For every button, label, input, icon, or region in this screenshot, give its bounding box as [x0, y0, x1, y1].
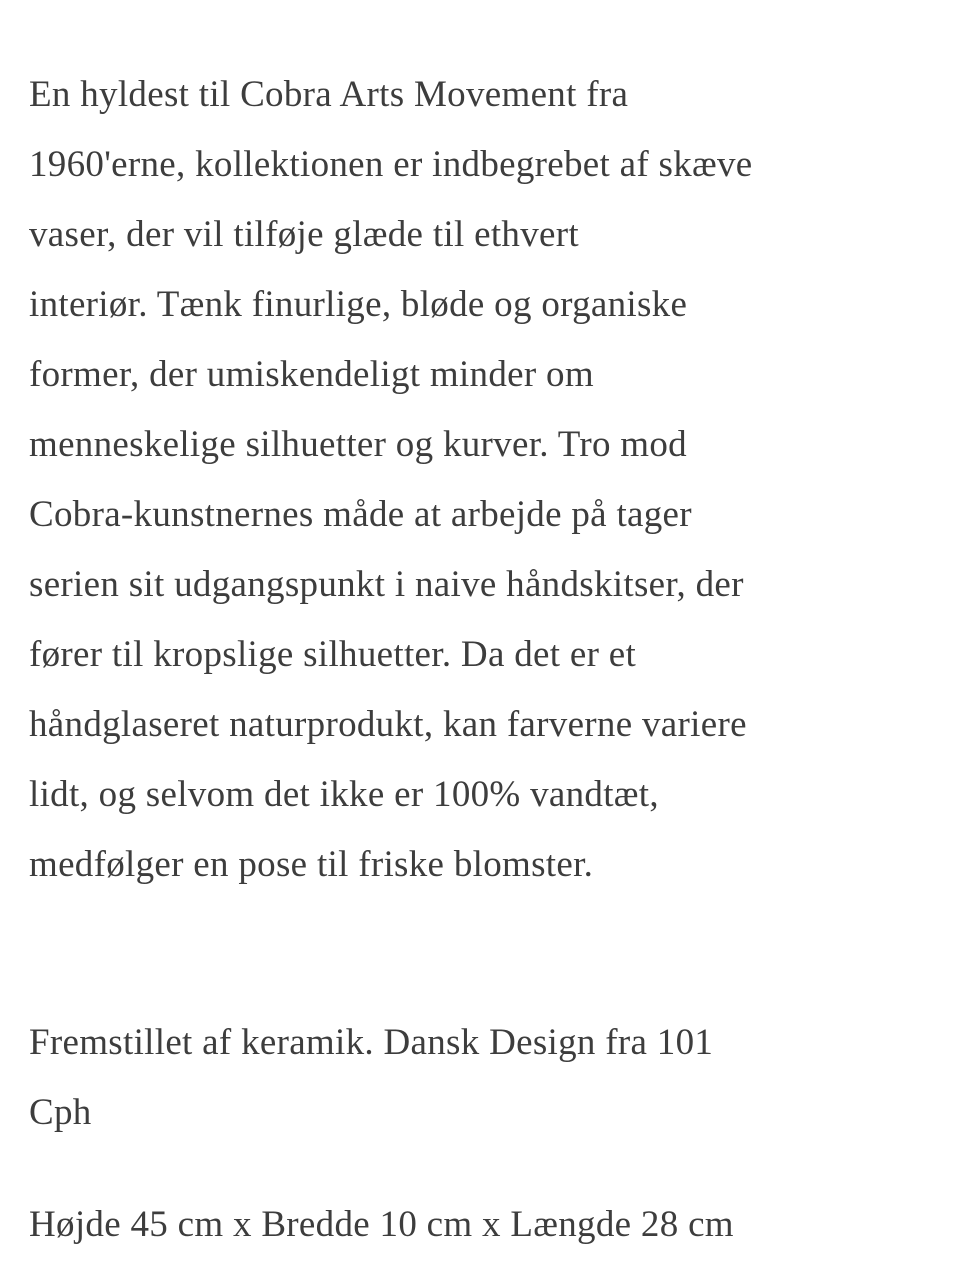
text-line: Cph	[29, 1092, 92, 1133]
text-line: menneskelige silhuetter og kurver. Tro mod	[29, 424, 687, 465]
text-line: håndglaseret naturprodukt, kan farverne variere	[29, 704, 747, 745]
text-line: fører til kropslige silhuetter. Da det er et	[29, 634, 637, 675]
material-origin-paragraph	[29, 1008, 713, 1148]
text-line: vaser, der vil tilføje glæde til ethvert	[29, 214, 579, 255]
text-line: En hyldest til Cobra Arts Movement fra	[29, 74, 629, 115]
text-line: serien sit udgangspunkt i naive håndskitser, der	[29, 564, 744, 605]
text-line: interiør. Tænk finurlige, bløde og organiske	[29, 284, 688, 325]
description-paragraph	[29, 60, 929, 900]
text-line: former, der umiskendeligt minder om	[29, 354, 594, 395]
text-line: Fremstillet af keramik. Dansk Design fra 101	[29, 1022, 714, 1063]
text-line: lidt, og selvom det ikke er 100% vandtæt,	[29, 774, 659, 815]
dimensions-text: Højde 45 cm x Bredde 10 cm x Længde 28 cm	[29, 1204, 734, 1245]
product-description	[29, 60, 929, 1245]
text-line: 1960'erne, kollektionen er indbegrebet af skæve	[29, 144, 753, 185]
text-line: Cobra-kunstnernes måde at arbejde på tager	[29, 494, 692, 535]
text-line: medfølger en pose til friske blomster.	[29, 844, 594, 885]
dimensions-paragraph	[29, 1190, 734, 1260]
